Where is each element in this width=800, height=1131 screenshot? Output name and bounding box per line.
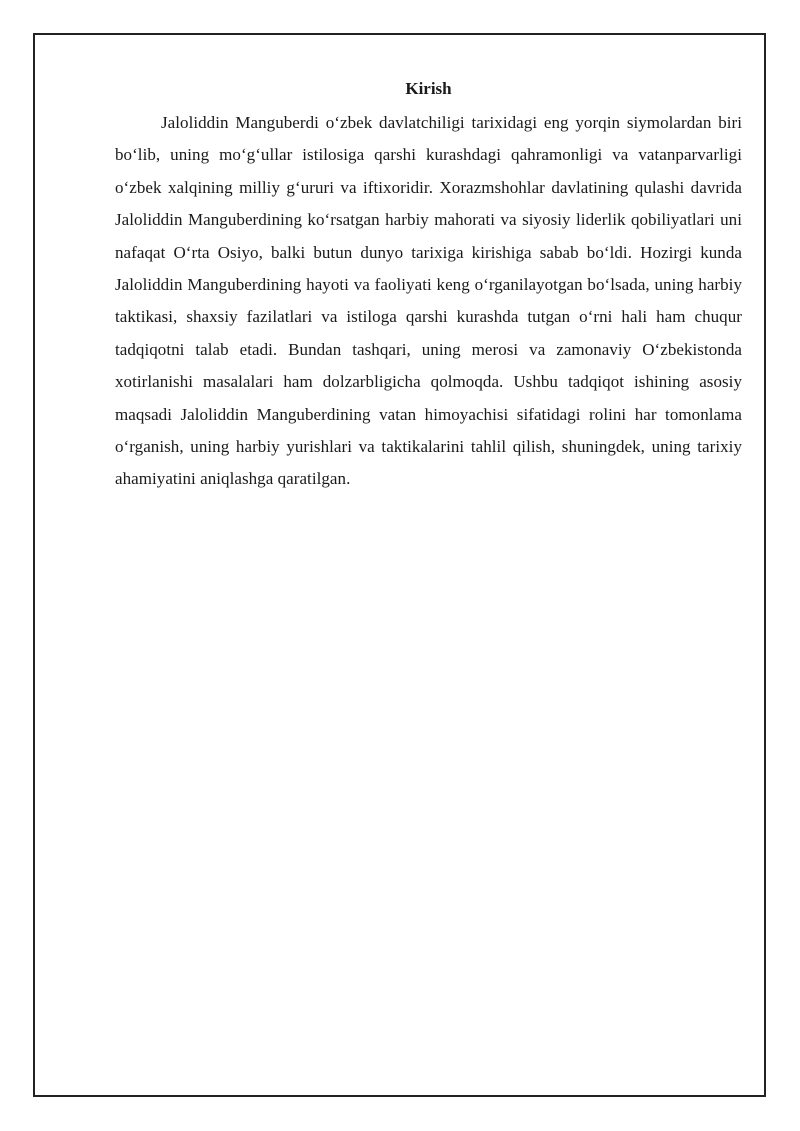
- intro-paragraph: Jaloliddin Manguberdi oʻzbek davlatchiligi tarixidagi eng yorqin siymolardan biri boʻlib, uning moʻgʻullar istilosiga qarshi kurashdagi qahramonligi va vatanparvarligi oʻzbek xalqining milliy gʻururi va iftixoridir. Xorazmshohlar davlatining qulashi davrida Jaloliddin Manguberdining koʻrsatgan harbiy mahorati va siyosiy liderlik qobiliyatlari uni nafaqat Oʻrta Osiyo, balki butun dunyo tarixiga kirishiga sabab boʻldi. Hozirgi kunda Jaloliddin Manguberdining hayoti va faoliyati keng oʻrganilayotgan boʻlsada, uning harbiy taktikasi, shaxsiy fazilatlari va istiloga qarshi kurashda tutgan oʻrni hali ham chuqur tadqiqotni talab etadi. Bundan tashqari, uning merosi va zamonaviy Oʻzbekistonda xotirlanishi masalalari ham dolzarbligicha qolmoqda. Ushbu tadqiqot ishining asosiy maqsadi Jaloliddin Manguberdining vatan himoyachisi sifatidagi rolini har tomonlama oʻrganish, uning harbiy yurishlari va taktikalarini tahlil qilish, shuningdek, uning tarixiy ahamiyatini aniqlashga qaratilgan.: [115, 113, 742, 489]
- section-title: Kirish: [405, 79, 452, 98]
- document-body: [115, 78, 742, 496]
